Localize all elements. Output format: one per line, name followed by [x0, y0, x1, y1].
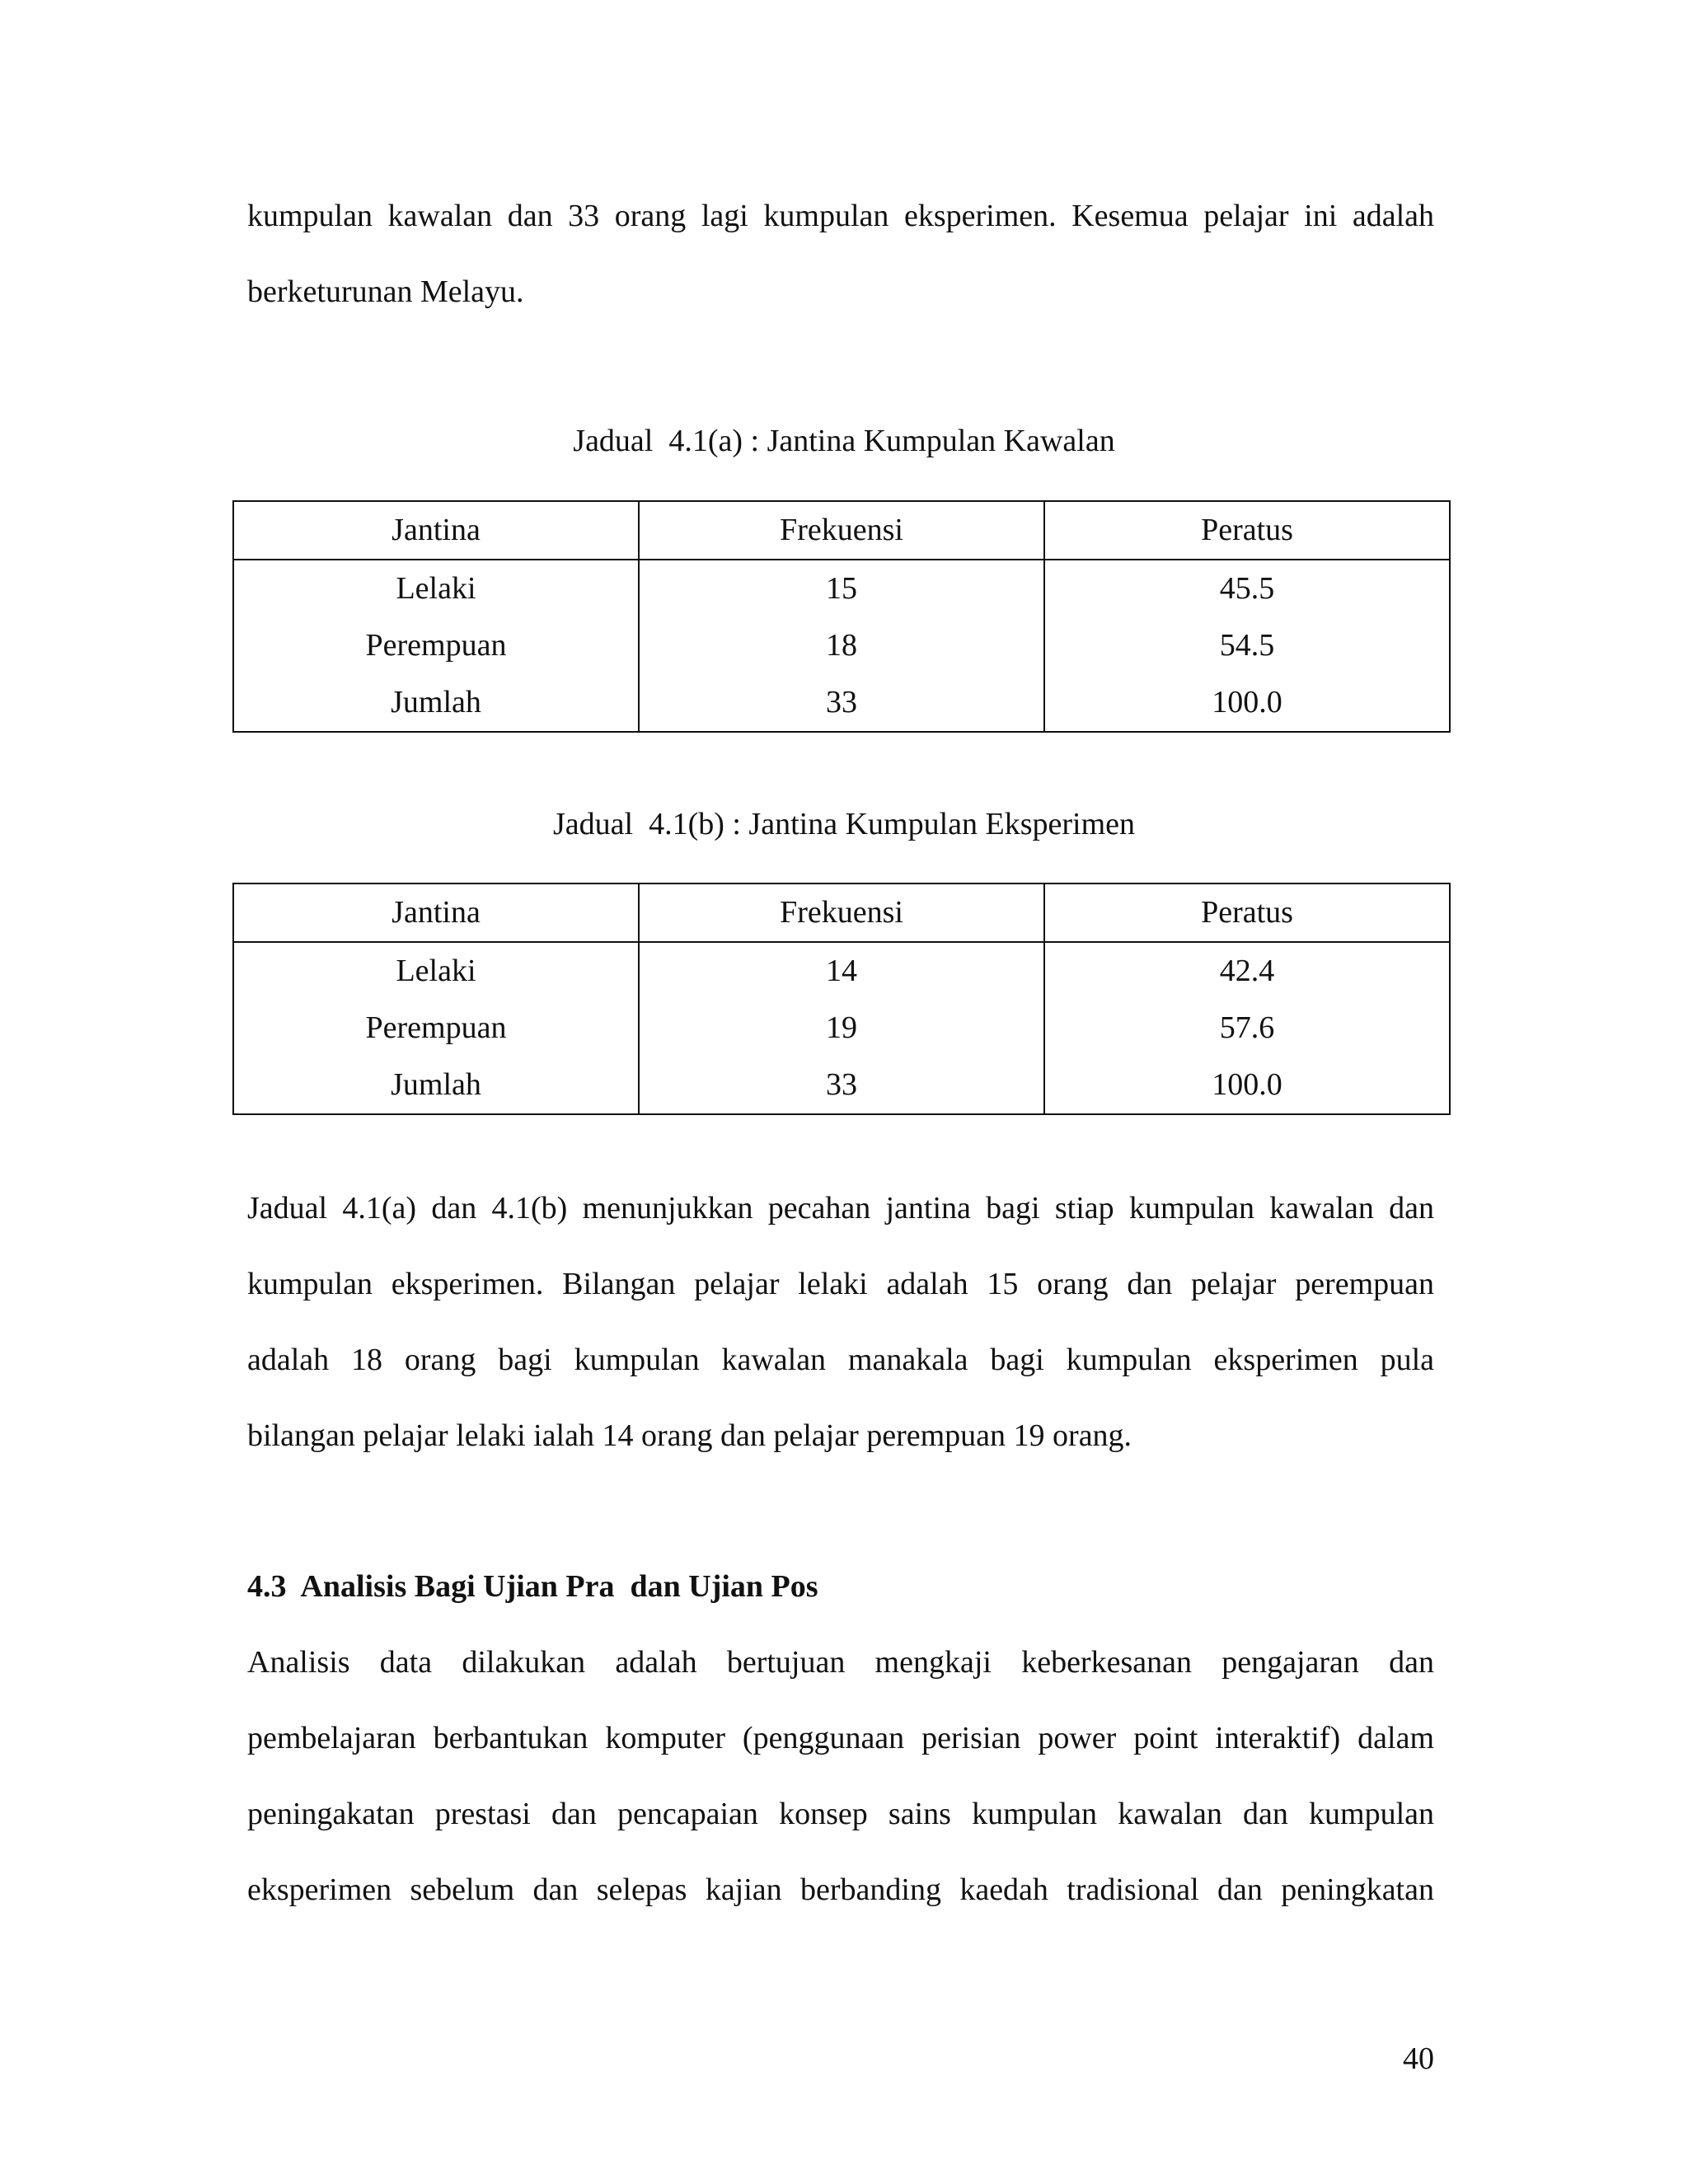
- table-row: [233, 1000, 1450, 1057]
- table-b-cell: Lelaki: [233, 942, 639, 1000]
- table-b-header-jantina: Jantina: [233, 883, 639, 942]
- table-b-cell: 100.0: [1044, 1057, 1450, 1114]
- table-a-cell: 100.0: [1044, 674, 1450, 732]
- table-a-caption: Jadual 4.1(a) : Jantina Kumpulan Kawalan: [573, 424, 1115, 458]
- discussion-line-1: Jadual 4.1(a) dan 4.1(b) menunjukkan pecahan jantina bagi stiap kumpulan kawalan dan: [247, 1191, 1434, 1226]
- table-a-cell: 33: [639, 674, 1044, 732]
- table-b-header-row: [233, 883, 1450, 942]
- table-a-cell: Jumlah: [233, 674, 639, 732]
- table-a-cell: 18: [639, 617, 1044, 674]
- page-number: 40: [1403, 2041, 1434, 2076]
- section-line-1: Analisis data dilakukan adalah bertujuan mengkaji keberkesanan pengajaran dan: [247, 1645, 1434, 1680]
- discussion-line-4: bilangan pelajar lelaki ialah 14 orang dan pelajar perempuan 19 orang.: [247, 1418, 1132, 1453]
- table-a-header-frekuensi: Frekuensi: [639, 501, 1044, 560]
- table-a-cell: Lelaki: [233, 560, 639, 617]
- section-line-4: eksperimen sebelum dan selepas kajian berbanding kaedah tradisional dan peningkatan: [247, 1872, 1434, 1907]
- table-a-cell: 54.5: [1044, 617, 1450, 674]
- discussion-line-3: adalah 18 orang bagi kumpulan kawalan manakala bagi kumpulan eksperimen pula: [247, 1343, 1434, 1377]
- table-a-header-jantina: Jantina: [233, 501, 639, 560]
- table-b-cell: 57.6: [1044, 1000, 1450, 1057]
- table-b-cell: 42.4: [1044, 942, 1450, 1000]
- table-a: [232, 500, 1451, 733]
- table-row: [233, 674, 1450, 732]
- section-heading: 4.3 Analisis Bagi Ujian Pra dan Ujian Pos: [247, 1569, 818, 1604]
- table-b-caption: Jadual 4.1(b) : Jantina Kumpulan Eksperimen: [552, 807, 1135, 841]
- table-b-header-frekuensi: Frekuensi: [639, 883, 1044, 942]
- table-row: [233, 617, 1450, 674]
- table-a-cell: 15: [639, 560, 1044, 617]
- table-row: [233, 1057, 1450, 1114]
- intro-line-1: kumpulan kawalan dan 33 orang lagi kumpulan eksperimen. Kesemua pelajar ini adalah: [247, 199, 1434, 233]
- table-b-cell: Perempuan: [233, 1000, 639, 1057]
- table-a-header-peratus: Peratus: [1044, 501, 1450, 560]
- section-line-3: peningakatan prestasi dan pencapaian konsep sains kumpulan kawalan dan kumpulan: [247, 1797, 1434, 1831]
- section-line-2: pembelajaran berbantukan komputer (penggunaan perisian power point interaktif) dalam: [247, 1721, 1434, 1755]
- table-b-header-peratus: Peratus: [1044, 883, 1450, 942]
- table-b-cell: Jumlah: [233, 1057, 639, 1114]
- table-a-header-row: [233, 501, 1450, 560]
- table-a-cell: Perempuan: [233, 617, 639, 674]
- intro-line-2: berketurunan Melayu.: [247, 274, 524, 309]
- table-row: [233, 942, 1450, 1000]
- table-b-cell: 14: [639, 942, 1044, 1000]
- table-b: [232, 883, 1451, 1115]
- discussion-line-2: kumpulan eksperimen. Bilangan pelajar lelaki adalah 15 orang dan pelajar perempuan: [247, 1267, 1434, 1301]
- table-a-cell: 45.5: [1044, 560, 1450, 617]
- table-b-cell: 33: [639, 1057, 1044, 1114]
- table-row: [233, 560, 1450, 617]
- table-b-cell: 19: [639, 1000, 1044, 1057]
